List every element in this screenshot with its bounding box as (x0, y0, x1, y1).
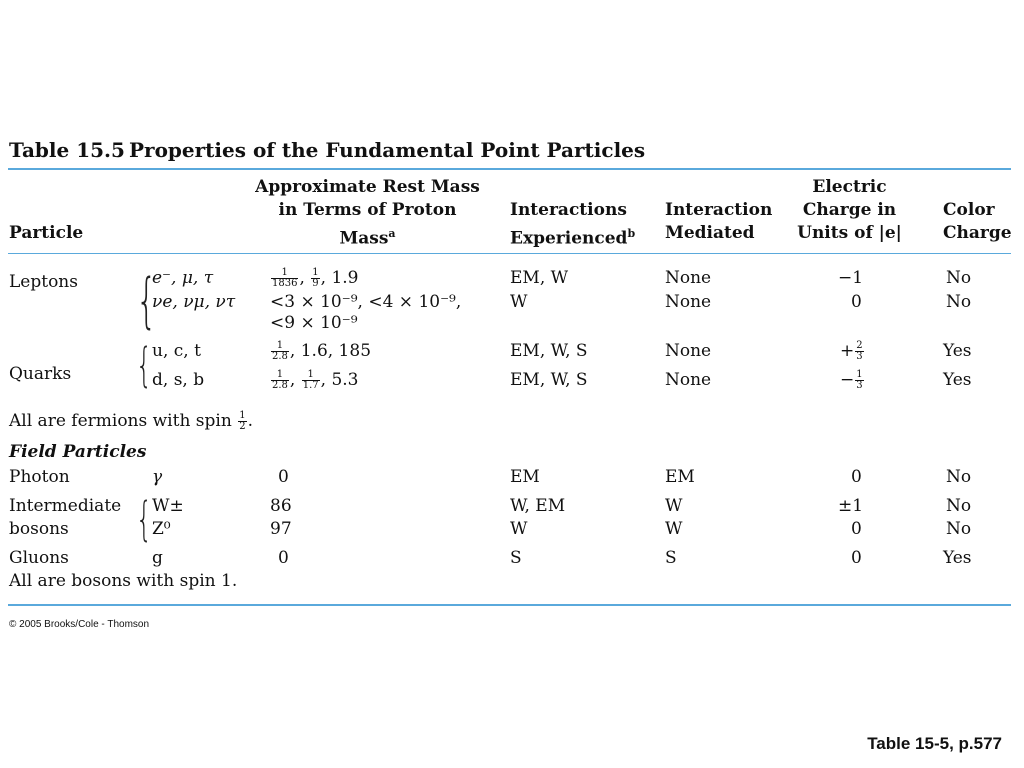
quarks-row1-charge (840, 340, 865, 362)
fermion-note: All are fermions with spin $\frac{1}{2}$ . (9, 410, 253, 432)
mass-value: 1.9 (331, 268, 359, 288)
fraction-denominator: 2.8 (272, 380, 288, 391)
leptons-row2-mass-line1: <3 × 10⁻⁹, <4 × 10⁻⁹, (270, 292, 462, 312)
header-charge (792, 176, 907, 245)
fraction-numerator: 1 (312, 267, 319, 278)
header-mass-line1: Approximate Rest Mass (255, 177, 480, 197)
gluons-mediated: S (665, 548, 677, 568)
header-mass (250, 176, 485, 251)
leptons-row2-particles: νe, νμ, ντ (152, 292, 236, 312)
gluons-name: Gluons (9, 548, 69, 568)
charge-sign: + (840, 341, 855, 361)
bosons-brace: { (136, 492, 153, 546)
bottom-rule (8, 604, 1011, 606)
gluons-color: Yes (943, 548, 972, 568)
fraction-numerator: 1 (271, 370, 289, 381)
leptons-row2-interactions: W (510, 292, 528, 312)
w-boson-mass: 86 (270, 496, 292, 516)
fraction-denominator: 9 (312, 278, 319, 289)
z-boson-interactions: W (510, 519, 528, 539)
w-boson-charge: ±1 (838, 496, 864, 516)
quarks-row1-interactions: EM, W, S (510, 341, 588, 361)
fraction (271, 370, 289, 391)
fraction (311, 268, 319, 289)
fraction (302, 370, 320, 391)
header-mass-line3-text: Mass (339, 228, 389, 249)
copyright: © 2005 Brooks/Cole - Thomson (9, 619, 150, 630)
leptons-brace: { (136, 266, 158, 336)
fraction-denominator: 1836 (272, 278, 298, 289)
fraction (238, 411, 246, 432)
quarks-row1-mediated: None (665, 341, 712, 361)
quarks-brace: { (136, 338, 153, 392)
gluons-mass: 0 (278, 548, 289, 568)
header-charge-line3: Units of |e| (797, 223, 902, 243)
header-interactions-line1: Interactions (510, 200, 627, 220)
fraction (855, 370, 863, 391)
fraction-denominator: 3 (856, 380, 863, 391)
fraction-denominator: 1.7 (302, 380, 319, 391)
charge-sign: − (840, 370, 855, 390)
gluons-interactions: S (510, 548, 522, 568)
z-boson-mass: 97 (270, 519, 292, 539)
table-title-text: Properties of the Fundamental Point Particles (129, 138, 646, 162)
mass-value: 1.6, 185 (300, 341, 372, 361)
fraction-numerator: 1 (239, 410, 246, 421)
quarks-row2-mediated: None (665, 370, 712, 390)
fraction-numerator: 2 (856, 340, 863, 351)
mass-value: 5.3 (331, 370, 359, 390)
header-color (943, 199, 1012, 245)
quarks-row2-mass: $\frac{1}{2.8}$ , $\frac{1}{1.7}$ , 5.3 (272, 369, 359, 391)
header-rule (8, 253, 1011, 254)
leptons-row2-charge: 0 (851, 292, 862, 312)
z-boson-color: No (946, 519, 972, 539)
leptons-row1-mass: $\frac{1}{1836}$ , $\frac{1}{9}$ , 1.9 (272, 267, 359, 289)
header-interactions-footnote: b (627, 227, 636, 240)
w-boson-interactions: W, EM (510, 496, 566, 516)
quarks-row1-color: Yes (943, 341, 972, 361)
photon-charge: 0 (851, 467, 862, 487)
quarks-row2-charge (840, 369, 865, 391)
leptons-row1-interactions: EM, W (510, 268, 569, 288)
table-number: Table 15.5 (9, 138, 125, 162)
table-title (9, 138, 645, 162)
fraction-numerator: 1 (302, 370, 320, 381)
fraction (855, 341, 863, 362)
leptons-row1-mediated: None (665, 268, 712, 288)
fraction (271, 268, 298, 289)
field-particles-heading: Field Particles (9, 442, 147, 462)
header-particle: Particle (9, 223, 84, 243)
photon-name: Photon (9, 467, 70, 487)
z-boson-mediated: W (665, 519, 683, 539)
header-mass-footnote: a (388, 227, 396, 240)
header-mass-line3 (250, 222, 485, 251)
quarks-row2-color: Yes (943, 370, 972, 390)
leptons-row2-mass-line2: <9 × 10⁻⁹ (270, 313, 358, 333)
fraction-numerator: 1 (856, 369, 863, 380)
fermion-note-text: All are fermions with spin (9, 411, 232, 431)
gluons-charge: 0 (851, 548, 862, 568)
z-boson-charge: 0 (851, 519, 862, 539)
w-boson-color: No (946, 496, 972, 516)
bosons-name-line1: Intermediate (9, 496, 122, 516)
slide-caption: Table 15-5, p.577 (867, 734, 1002, 753)
fraction-denominator: 3 (856, 351, 863, 362)
header-color-line1: Color (943, 200, 995, 220)
boson-note: All are bosons with spin 1. (9, 571, 238, 591)
header-mediated-line2: Mediated (665, 223, 755, 243)
header-charge-line1: Electric (812, 177, 887, 197)
leptons-row2-color: No (946, 292, 972, 312)
photon-symbol: γ (152, 467, 163, 487)
quarks-row1-particles: u, c, t (152, 341, 201, 361)
photon-interactions: EM (510, 467, 540, 487)
header-interactions-line2-text: Experienced (510, 228, 628, 249)
header-mediated (665, 199, 772, 245)
bosons-name-line2: bosons (9, 519, 69, 539)
header-color-line2: Charge (943, 223, 1012, 243)
group-leptons: Leptons (9, 272, 78, 292)
fraction-numerator: 1 (271, 341, 289, 352)
header-mediated-line1: Interaction (665, 200, 773, 220)
w-boson-mediated: W (665, 496, 683, 516)
fraction (271, 341, 289, 362)
quarks-row2-interactions: EM, W, S (510, 370, 588, 390)
fraction-numerator: 1 (271, 268, 298, 279)
header-interactions (510, 199, 635, 251)
photon-color: No (946, 467, 972, 487)
gluons-symbol: g (152, 548, 163, 568)
quarks-row2-particles: d, s, b (152, 370, 205, 390)
leptons-row2-mediated: None (665, 292, 712, 312)
photon-mediated: EM (665, 467, 695, 487)
w-boson-symbol: W± (152, 496, 184, 516)
leptons-row1-charge: −1 (838, 268, 864, 288)
quarks-row1-mass: $\frac{1}{2.8}$ , 1.6, 185 (272, 340, 372, 362)
header-mass-line2: in Terms of Proton (278, 200, 457, 220)
top-rule (8, 168, 1011, 170)
group-quarks: Quarks (9, 364, 72, 384)
fraction-denominator: 2 (239, 421, 246, 432)
header-interactions-line2 (510, 222, 635, 251)
leptons-row1-color: No (946, 268, 972, 288)
fraction-denominator: 2.8 (272, 351, 288, 362)
header-charge-line2: Charge in (802, 200, 897, 220)
leptons-row1-particles: e⁻, μ, τ (152, 268, 214, 288)
photon-mass: 0 (278, 467, 289, 487)
z-boson-symbol: Z⁰ (152, 519, 171, 539)
